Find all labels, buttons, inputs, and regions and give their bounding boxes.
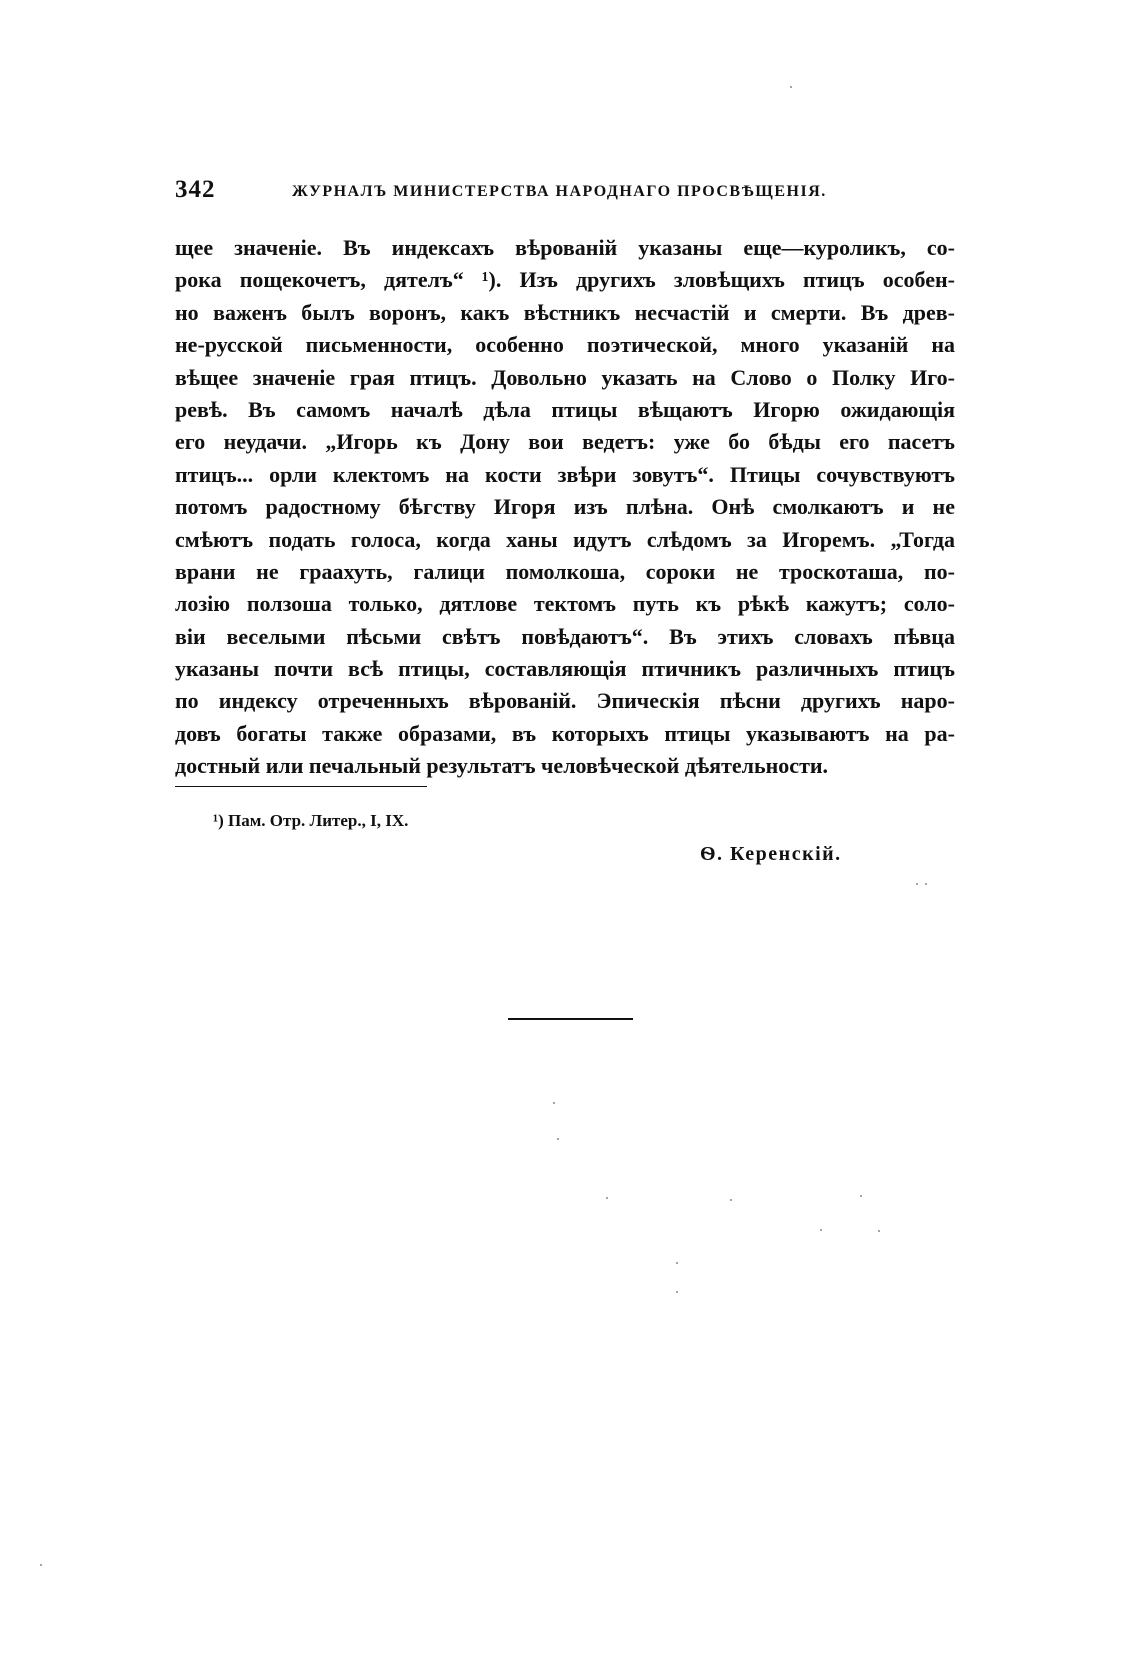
text-line: лозію ползоша только, дятлове тектомъ путь къ рѣкѣ кажутъ; соло- (175, 591, 955, 617)
scan-speck (790, 86, 792, 88)
text-line: но важенъ былъ воронъ, какъ вѣстникъ несчастій и смерти. Въ древ- (175, 299, 955, 325)
scan-speck (676, 1291, 678, 1293)
scan-speck (860, 1195, 862, 1197)
text-line: не-русской письменности, особенно поэтической, много указаній на (175, 332, 955, 358)
text-line: рока пощекочетъ, дятелъ“ ¹). Изъ другихъ зловѣщихъ птицъ особен- (175, 267, 955, 293)
scan-speck (676, 1262, 678, 1264)
scan-speck (878, 1230, 880, 1232)
scan-speck (557, 1138, 559, 1140)
text-line: указаны почти всѣ птицы, составляющія птичникъ различныхъ птицъ (175, 656, 955, 682)
page-number: 342 (175, 176, 216, 203)
running-title: ЖУРНАЛЪ МИНИСТЕРСТВА НАРОДНАГО ПРОСВѢЩЕНІЯ. (292, 183, 827, 200)
text-line: смѣютъ подать голоса, когда ханы идутъ слѣдомъ за Игоремъ. „Тогда (175, 526, 955, 552)
scan-speck (925, 883, 927, 885)
footnote-divider (175, 786, 427, 787)
footnote: ¹) Пам. Отр. Литер., I, IX. (213, 811, 409, 830)
text-line: віи веселыми пѣсьми свѣтъ повѣдаютъ“. Въ этихъ словахъ пѣвца (175, 623, 955, 649)
body-text (175, 232, 955, 783)
scan-speck (916, 883, 918, 885)
section-end-rule (508, 1018, 633, 1020)
text-line: вѣщее значеніе грая птицъ. Довольно указать на Слово о Полку Иго- (175, 364, 955, 390)
text-line: довъ богаты также образами, въ которыхъ птицы указываютъ на ра- (175, 720, 955, 746)
text-line: щее значеніе. Въ индексахъ вѣрованій указаны еще—куроликъ, со- (175, 235, 955, 260)
text-line: врани не граахуть, галици помолкоша, сороки не троскоташа, по- (175, 558, 955, 584)
text-line: его неудачи. „Игорь къ Дону вои ведетъ: уже бо бѣды его пасетъ (175, 429, 955, 455)
scan-speck (606, 1197, 608, 1199)
text-line: потомъ радостному бѣгству Игоря изъ плѣна. Онѣ смолкаютъ и не (175, 494, 955, 520)
text-line: по индексу отреченныхъ вѣрованій. Эпическія пѣсни другихъ наро- (175, 688, 955, 714)
text-line: достный или печальный результатъ человѣческой дѣятельности. (175, 753, 829, 779)
scan-speck (820, 1229, 822, 1231)
author-signature: Ѳ. Керенскій. (700, 843, 842, 865)
text-line: ревѣ. Въ самомъ началѣ дѣла птицы вѣщаютъ Игорю ожидающія (175, 396, 955, 422)
scan-speck (730, 1199, 732, 1201)
scan-speck (40, 1564, 42, 1566)
text-line: птицъ... орли клектомъ на кости звѣри зовутъ“. Птицы сочувствуютъ (175, 461, 955, 487)
scan-speck (553, 1102, 555, 1104)
